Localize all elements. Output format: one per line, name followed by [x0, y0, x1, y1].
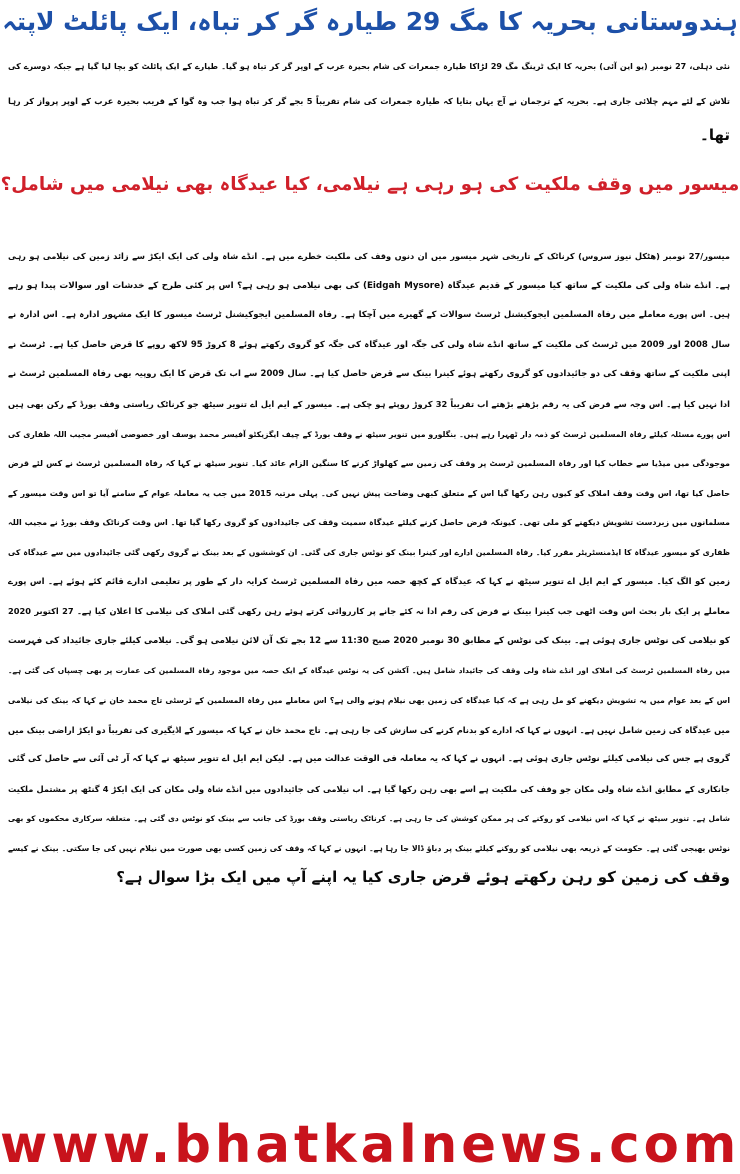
- article-line: تھا۔: [700, 126, 730, 144]
- article-mysore-waqf-body: [8, 242, 730, 893]
- article-line: موجودگی میں میڈیا سے خطاب کیا اور رفاہ المسلمین ٹرسٹ پر وقف کی زمین سے کھلواڑ کرنے کا سنگین الزام عائد کیا۔ تنویر سیٹھ نے کہا کہ رفاہ المسلمین ٹرسٹ نے کس لئے قرض: [8, 459, 730, 469]
- article-line: میسور/27 نومبر (ھٹکل نیوز سروس) کرناٹک کے تاریخی شہر میسور میں ان دنوں وقف کی ملکیت خطرے میں ہے۔ انڈے شاہ ولی کی ایک ایکڑ سے زائد زمین کی نیلامی ہو رہی: [8, 251, 730, 261]
- article-mig29-body: [8, 50, 730, 152]
- article-line: وقف کی زمین کو رہن رکھتے ہوئے قرض جاری کیا یہ اپنے آپ میں ایک بڑا سوال ہے؟: [116, 868, 730, 887]
- article-line: نوٹس بھیجی گئی ہے۔ حکومت کے ذریعہ بھی نیلامی کو روکنے کیلئے بینک پر دباؤ ڈالا جا رہا ہے۔ انہوں نے کہا کہ وقف کی زمین کسی بھی صورت میں نیلام نہیں کی جا سکتی۔ بینک نے کیسے: [8, 843, 730, 853]
- headline-mig29-crash: ہندوستانی بحریہ کا مگ 29 طیارہ گر کر تباہ، ایک پائلٹ لاپتہ: [2, 7, 738, 36]
- article-line: ظفاری کو میسور عیدگاہ کا ایڈمنسٹریٹر مقرر کیا۔ رفاہ المسلمین ادارے اور کینرا بینک کو نوٹس جاری کی گئی۔ ان کوششوں کے بعد بینک نے گروی رکھی گئی جائیدادوں میں سے عیدگاہ کی: [8, 547, 730, 557]
- article-line: اس کے بعد عوام میں یہ تشویش دیکھنے کو مل رہی ہے کہ کیا عیدگاہ کی زمین بھی نیلام ہونے والی ہے؟ اس معاملے میں رفاہ المسلمین کے ٹرسٹی تاج محمد خان نے کہا کہ بینک کی نیلامی: [8, 695, 730, 705]
- article-line: حاصل کیا تھا، اس وقت وقف املاک کو کیوں رہن رکھا گیا اس کے متعلق کبھی وضاحت پیش نہیں کی۔ پہلی مرتبہ 2015 میں جب یہ معاملہ عوام کے سامنے آیا تو اس وقت میسور کے: [8, 488, 730, 498]
- article-line: شامل ہے۔ تنویر سیٹھ نے کہا کہ اس نیلامی کو روکنے کی ہر ممکن کوشش کی جا رہی ہے۔ کرناٹک ریاستی وقف بورڈ کی جانب سے بینک کو نوٹس دی گئی ہے۔ متعلقہ سرکاری محکموں کو بھی: [8, 814, 730, 824]
- headline-mysore-waqf: میسور میں وقف ملکیت کی ہو رہی ہے نیلامی، کیا عیدگاہ بھی نیلامی میں شامل؟: [0, 174, 740, 195]
- article-line: گروی ہے جس کی نیلامی کیلئے نوٹس جاری ہوئی ہے۔ انہوں نے کہا کہ یہ معاملہ فی الوقت عدالت میں ہے۔ لیکن ایم ایل اے تنویر سیٹھ نے کہا کہ آر ٹی آئی سے حاصل کی گئی: [8, 754, 730, 765]
- article-line: اپنی ملکیت کے ساتھ وقف کی دو جائیدادوں کو گروی رکھتے ہوئے کینرا بینک سے قرض حاصل کیا ہے۔ سال 2009 سے اب تک قرض کا ایک روپیہ بھی رفاہ المسلمین ٹرسٹ نے: [8, 369, 730, 380]
- article-line: نئی دہلی، 27 نومبر (یو این آئی) بحریہ کا ایک ٹرینگ مگ 29 لڑاکا طیارہ جمعرات کی شام بحیرہ عرب کے اوپر گر کر تباہ ہو گیا۔ طیارے کے ایک پائلٹ کو بچا لیا گیا ہے جبکہ دوسرے کی: [8, 62, 730, 71]
- article-line: تلاش کے لئے مہم چلائی جاری ہے۔ بحریہ کے ترجمان نے آج یہاں بتایا کہ طیارہ جمعرات کی شام تقریباً 5 بجے گر کر تباہ ہوا جب وہ گوا کے قریب بحیرہ عرب کے اوپر پرواز کر رہا: [8, 96, 730, 106]
- article-line: میں عیدگاہ کی زمین شامل نہیں ہے۔ انہوں نے کہا کہ ادارے کو بدنام کرنے کی سازش کی جا رہی ہے۔ تاج محمد خان نے کہا کہ میسور کے اڈیگیری کی تقریباً دو ایکڑ اراضی بینک میں: [8, 724, 730, 735]
- article-line: مسلمانوں میں زبردست تشویش دیکھنے کو ملی تھی۔ کیونکہ قرض حاصل کرنے کیلئے عیدگاہ سمیت وقف کی جائیدادوں کو گروی رکھا گیا تھا۔ اس وقت کرناٹک وقف بورڈ نے مجیب اللہ: [8, 518, 730, 528]
- article-line: زمین کو الگ کیا۔ میسور کے ایم ایل اے تنویر سیٹھ نے کہا کہ عیدگاہ کے کچھ حصہ میں رفاہ المسلمین ٹرسٹ کرایہ دار کے طور پر تعلیمی ادارے قائم کئے ہوئے ہے۔ اس پورے: [8, 576, 730, 587]
- article-line: ہے۔ انڈے شاہ ولی کی ملکیت کے ساتھ کیا میسور کے قدیم عیدگاہ (Eidgah Mysore) کی بھی نیلامی ہو رہی ہے؟ اس پر کئی طرح کے خدشات اور سوالات پیدا ہو رہے: [8, 280, 730, 291]
- article-line: جانکاری کے مطابق انڈے شاہ ولی مکان جو وقف کی ملکیت ہے اسے بھی رہن رکھا گیا ہے۔ اب نیلامی کی جائیدادوں میں انڈے شاہ ولی مکان کی ایک ایکڑ 4 گنٹھ پر مشتمل ملکیت: [8, 783, 730, 794]
- article-line: کو نیلامی کی نوٹس جاری ہوئی ہے۔ بینک کی نوٹس کے مطابق 30 نومبر 2020 صبح 11:30 سے 12 بجے تک آن لائن نیلامی ہو گی۔ نیلامی کیلئے جاری جائیداد کی فہرست: [8, 635, 730, 646]
- article-line: ہیں۔ اس پورے معاملے میں رفاہ المسلمین ایجوکیشنل ٹرسٹ سوالات کے گھیرے میں آچکا ہے۔ رفاہ المسلمین ایجوکیشنل ٹرسٹ میسور کا ایک مشہور ادارہ ہے۔ اس ادارہ نے: [8, 310, 730, 321]
- article-line: اس پورے مسئلہ کیلئے رفاہ المسلمین ٹرسٹ کو ذمہ دار ٹھہرا رہے ہیں۔ بنگلورو میں تنویر سیٹھ نے وقف بورڈ کے چیف ایگزیکٹو آفیسر محمد یوسف اور خصوصی آفیسر مجیب اللہ ظفاری کی: [8, 429, 730, 439]
- article-line: معاملے پر ایک بار بحث اس وقت اٹھی جب کینرا بینک نے قرض کی رقم ادا نہ کئے جانے پر کارروائی کرتے ہوئے رہن رکھی گئی املاک کی نیلامی کا اعلان کیا ہے۔ 27 اکتوبر 2020: [8, 606, 730, 617]
- footer-website-url: www.bhatkalnews.com: [0, 1116, 740, 1174]
- article-line: سال 2008 اور 2009 میں ٹرسٹ کی ملکیت کے ساتھ انڈے شاہ ولی کی جگہ اور عیدگاہ کی جگہ کو گروی رکھتے ہوئے 8 کروڑ 95 لاکھ روپے کا قرض حاصل کیا ہے۔ ٹرسٹ نے: [8, 339, 730, 350]
- article-line: ادا نہیں کیا ہے۔ اس وجہ سے قرض کی یہ رقم بڑھتے بڑھتے اب تقریباً 32 کروڑ روپئے ہو چکی ہے۔ میسور کے ایم ایل اے تنویر سیٹھ جو کرناٹک ریاستی وقف بورڈ کے رکن بھی ہیں: [8, 398, 730, 409]
- article-line: میں رفاہ المسلمین ٹرسٹ کی املاک اور انڈے شاہ ولی وقف کی جائیداد شامل ہیں۔ آکشن کی یہ نوٹس عیدگاہ کے ایک حصہ میں موجود رفاہ المسلمین کی عمارت پر بھی چسپاں کی گئی ہے۔: [8, 666, 730, 676]
